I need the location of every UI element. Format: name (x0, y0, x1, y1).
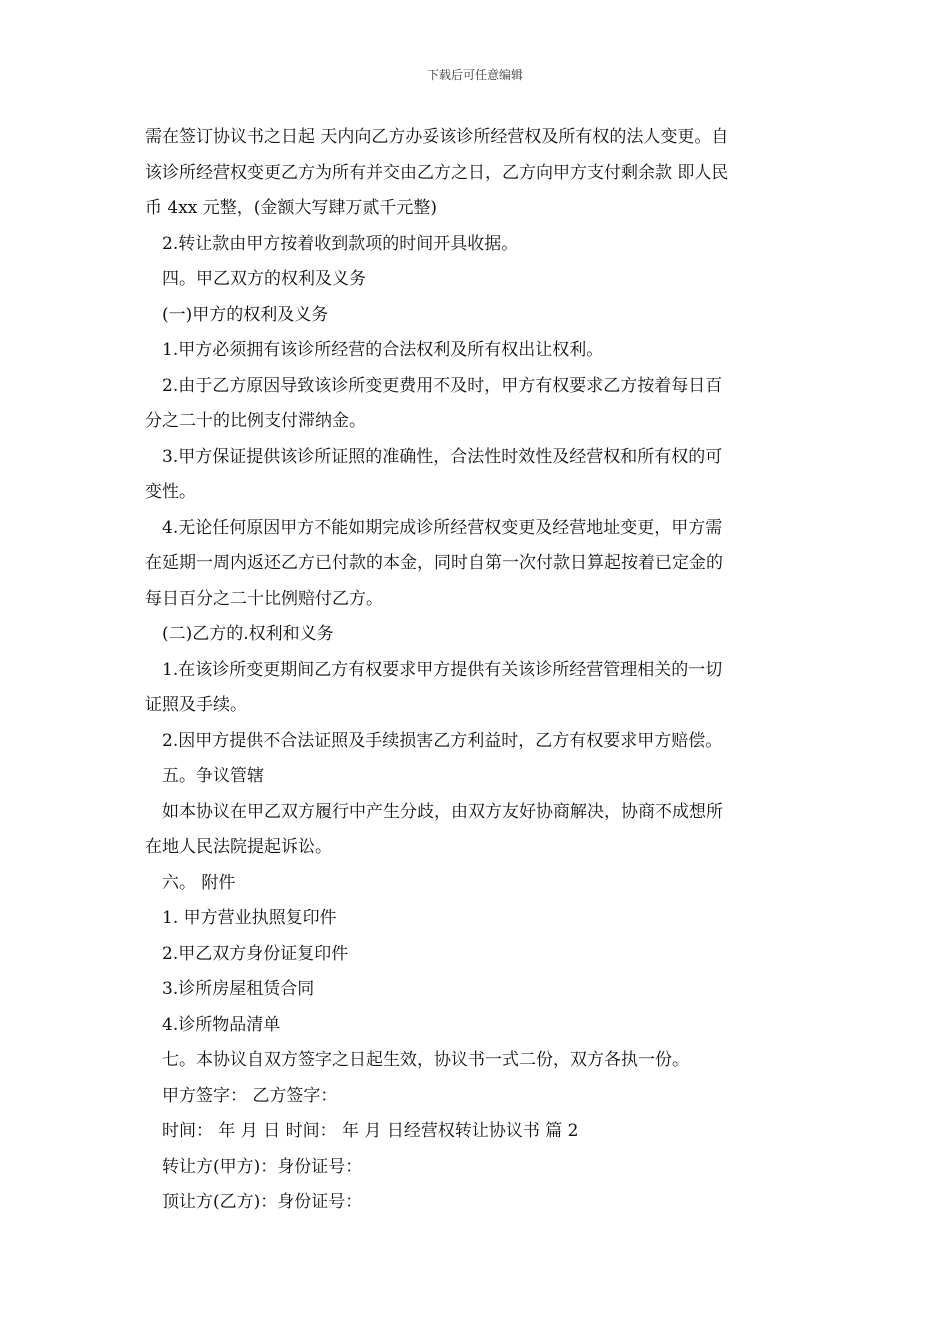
document-line: 需在签订协议书之日起 天内向乙方办妥该诊所经营权及所有权的法人变更。自 (145, 127, 729, 147)
document-line: 如本协议在甲乙双方履行中产生分歧，由双方友好协商解决，协商不成想所 (162, 801, 723, 822)
document-line: 六。 附件 (162, 872, 236, 893)
document-line: 顶让方(乙方)：身份证号： (162, 1192, 363, 1212)
document-line: 1.甲方必须拥有该诊所经营的合法权利及所有权出让权利。 (162, 340, 604, 360)
document-line: 4.诊所物品清单 (162, 1014, 281, 1035)
document-line: 3.诊所房屋租赁合同 (162, 979, 315, 999)
document-line: 七。本协议自双方签字之日起生效，协议书一式二份，双方各执一份。 (162, 1050, 689, 1070)
document-line: 3.甲方保证提供该诊所证照的准确性，合法性时效性及经营权和所有权的可 (162, 446, 723, 467)
document-line: 每日百分之二十比例赔付乙方。 (145, 588, 383, 609)
document-line: 在地人民法院提起诉讼。 (145, 837, 332, 857)
page-header-note: 下载后可任意编辑 (426, 68, 523, 82)
document-line: 转让方(甲方)：身份证号： (162, 1156, 363, 1177)
document-line: (二)乙方的.权利和义务 (162, 624, 334, 644)
document-line: 甲方签字： 乙方签字： (162, 1085, 338, 1106)
document-line: 时间： 年 月 日 时间： 年 月 日经营权转让协议书 篇 2 (162, 1121, 579, 1141)
document-line: 该诊所经营权变更乙方为所有并交由乙方之日，乙方向甲方支付剩余款 即人民 (145, 162, 729, 183)
document-line: 2.甲乙双方身份证复印件 (162, 943, 349, 964)
document-line: (一)甲方的权利及义务 (162, 304, 329, 325)
document-line: 币 4xx 元整，(金额大写肆万贰千元整) (145, 198, 438, 218)
document-line: 2.转让款由甲方按着收到款项的时间开具收据。 (162, 233, 519, 254)
document-line: 2.由于乙方原因导致该诊所变更费用不及时，甲方有权要求乙方按着每日百 (162, 375, 723, 396)
document-line: 2.因甲方提供不合法证照及手续损害乙方利益时，乙方有权要求甲方赔偿。 (162, 730, 723, 751)
document-line: 1.在该诊所变更期间乙方有权要求甲方提供有关该诊所经营管理相关的一切 (162, 659, 723, 680)
document-line: 分之二十的比例支付滞纳金。 (145, 411, 366, 431)
document-line: 五。争议管辖 (162, 766, 264, 786)
document-line: 变性。 (145, 482, 196, 502)
document-line: 在延期一周内返还乙方已付款的本金，同时自第一次付款日算起按着已定金的 (145, 553, 723, 573)
document-body (145, 120, 810, 1221)
document-line: 四。甲乙双方的权利及义务 (162, 269, 366, 289)
document-line: 4.无论任何原因甲方不能如期完成诊所经营权变更及经营地址变更，甲方需 (162, 517, 723, 538)
document-line: 1. 甲方营业执照复印件 (162, 908, 337, 928)
document-line: 证照及手续。 (145, 695, 247, 715)
